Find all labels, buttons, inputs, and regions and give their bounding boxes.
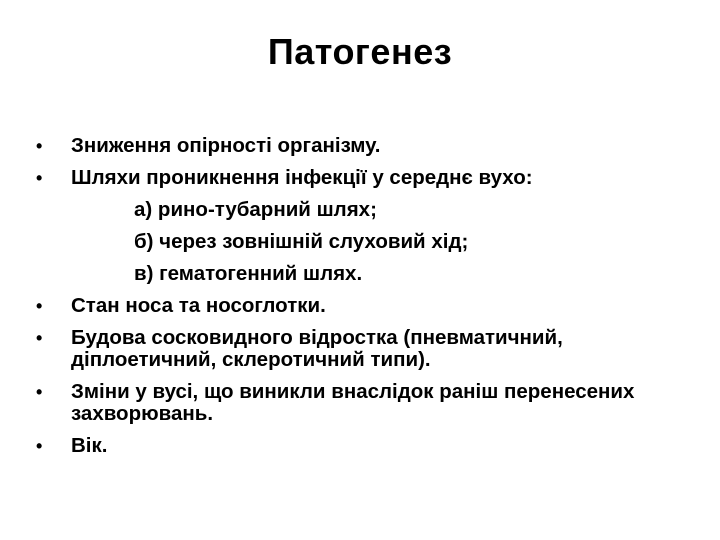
bullet-list bbox=[36, 135, 676, 467]
list-item bbox=[36, 435, 676, 457]
list-item-text: Зниження опірності організму. bbox=[71, 134, 381, 157]
list-item-text: Стан носа та носоглотки. bbox=[71, 294, 326, 317]
list-item bbox=[36, 295, 676, 317]
sub-list-item bbox=[36, 199, 676, 221]
list-item-text: Будова сосковидного відростка (пневматичний, діплоетичний, склеротичний типи). bbox=[71, 326, 563, 371]
bullet-icon: • bbox=[36, 136, 43, 156]
bullet-icon: • bbox=[36, 382, 43, 402]
bullet-icon: • bbox=[36, 436, 43, 456]
list-item bbox=[36, 135, 676, 157]
list-item-text: Шляхи проникнення інфекції у середнє вухо: bbox=[71, 166, 533, 189]
sub-list-item-text: в) гематогенний шлях. bbox=[134, 262, 363, 285]
sub-list-item bbox=[36, 263, 676, 285]
sub-list-item bbox=[36, 231, 676, 253]
bullet-icon: • bbox=[36, 296, 43, 316]
bullet-icon: • bbox=[36, 168, 43, 188]
list-item bbox=[36, 381, 676, 425]
sub-list-item-text: б) через зовнішній слуховий хід; bbox=[134, 230, 469, 253]
sub-list-item-text: а) рино-тубарний шлях; bbox=[134, 198, 377, 221]
slide-title: Патогенез bbox=[267, 31, 453, 72]
bullet-icon: • bbox=[36, 328, 43, 348]
list-item bbox=[36, 327, 676, 371]
list-item-text: Зміни у вусі, що виникли внаслідок раніш перенесених захворювань. bbox=[71, 380, 635, 425]
list-item bbox=[36, 167, 676, 189]
list-item-text: Вік. bbox=[71, 434, 108, 457]
